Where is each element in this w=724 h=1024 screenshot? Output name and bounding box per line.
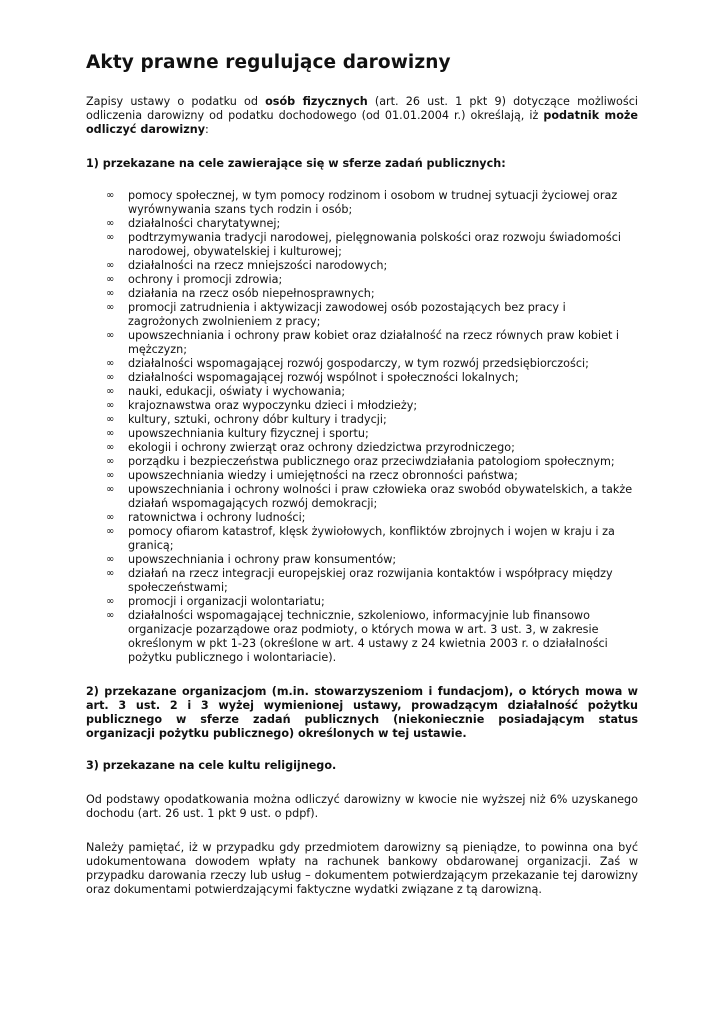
bullet-icon: ∞ (106, 330, 115, 341)
bullet-icon: ∞ (106, 442, 115, 453)
document-title: Akty prawne regulujące darowizny (86, 52, 451, 73)
list-item (106, 553, 638, 567)
bullet-icon: ∞ (106, 274, 115, 285)
list-item-text: upowszechniania wiedzy i umiejętności na rzecz obronności państwa; (128, 469, 518, 482)
list-item (106, 595, 638, 609)
bullet-icon: ∞ (106, 288, 115, 299)
list-item-text: pomocy społecznej, w tym pomocy rodzinom i osobom w trudnej sytuacji życiowej oraz wyrównywania szans tych rodzin i osób; (128, 189, 618, 216)
list-item-text: upowszechniania i ochrony wolności i praw człowieka oraz swobód obywatelskich, a także działań wspomagających rozwój demokracji; (128, 483, 633, 510)
list-item-text: działania na rzecz osób niepełnosprawnych; (128, 287, 375, 300)
intro-text-2: (art. 26 ust. 1 pkt 9) dotyczące możliwości odliczenia darowizny od podatku dochodowego (od 01.01.2004 r.) określają, iż (86, 95, 638, 122)
list-item (106, 287, 638, 301)
list-item-text: promocji zatrudnienia i aktywizacji zawodowej osób pozostających bez pracy i zagrożonych zwolnieniem z pracy; (128, 301, 566, 328)
bullet-icon: ∞ (106, 400, 115, 411)
documentation-paragraph: Należy pamiętać, iż w przypadku gdy przedmiotem darowizny są pieniądze, to powinna ona być udokumentowana dowodem wpłaty na rachunek bankowy obdarowanej organizacji. Zaś w przypadku darowania rzeczy lub usług – dokumentem potwierdzającym przekazanie tej darowizny oraz dokumentami potwierdzającymi faktyczne wydatki związane z tą darowizną. (86, 841, 638, 896)
section-1-heading: 1) przekazane na cele zawierające się w sferze zadań publicznych: (86, 157, 506, 170)
list-item (106, 259, 638, 273)
bullet-icon: ∞ (106, 358, 115, 369)
list-item-text: nauki, edukacji, oświaty i wychowania; (128, 385, 346, 398)
list-item-text: działalności charytatywnej; (128, 217, 281, 230)
list-item-text: pomocy ofiarom katastrof, klęsk żywiołowych, konfliktów zbrojnych i wojen w kraju i za granicą; (128, 525, 615, 552)
list-item (106, 371, 638, 385)
list-item (106, 511, 638, 525)
list-item-text: upowszechniania i ochrony praw konsumentów; (128, 553, 397, 566)
list-item (106, 483, 638, 511)
list-item (106, 399, 638, 413)
bullet-icon: ∞ (106, 190, 115, 201)
intro-paragraph (86, 95, 638, 137)
section-3-heading: 3) przekazane na cele kultu religijnego. (86, 759, 337, 772)
bullet-icon: ∞ (106, 526, 115, 537)
bullet-icon: ∞ (106, 232, 115, 243)
bullet-icon: ∞ (106, 484, 115, 495)
bullet-icon: ∞ (106, 554, 115, 565)
list-item (106, 609, 638, 665)
intro-text-1: Zapisy ustawy o podatku od (86, 95, 266, 108)
list-item-text: upowszechniania kultury fizycznej i sportu; (128, 427, 369, 440)
intro-bold-2: podatnik może odliczyć darowizny (86, 109, 638, 136)
list-item (106, 427, 638, 441)
deduction-limit-paragraph: Od podstawy opodatkowania można odliczyć darowizny w kwocie nie wyższej niż 6% uzyskanego dochodu (art. 26 ust. 1 pkt 9 ust. o pdpf). (86, 793, 638, 820)
bullet-icon: ∞ (106, 414, 115, 425)
bullet-icon: ∞ (106, 218, 115, 229)
bullet-icon: ∞ (106, 456, 115, 467)
list-item-text: działalności na rzecz mniejszości narodowych; (128, 259, 388, 272)
list-item (106, 469, 638, 483)
list-item-text: promocji i organizacji wolontariatu; (128, 595, 325, 608)
list-item (106, 231, 638, 259)
list-item (106, 567, 638, 595)
list-item (106, 413, 638, 427)
list-item (106, 525, 638, 553)
list-item (106, 385, 638, 399)
bullet-icon: ∞ (106, 470, 115, 481)
bullet-icon: ∞ (106, 428, 115, 439)
list-item-text: działalności wspomagającej rozwój wspólnot i społeczności lokalnych; (128, 371, 519, 384)
bullet-icon: ∞ (106, 260, 115, 271)
bullet-icon: ∞ (106, 512, 115, 523)
list-item (106, 301, 638, 329)
bullet-icon: ∞ (106, 610, 115, 621)
list-item-text: upowszechniania i ochrony praw kobiet oraz działalność na rzecz równych praw kobiet i mężczyzn; (128, 329, 620, 356)
intro-bold-1: osób fizycznych (265, 95, 368, 108)
list-item-text: podtrzymywania tradycji narodowej, pielęgnowania polskości oraz rozwoju świadomości narodowej, obywatelskiej i kulturowej; (128, 231, 621, 258)
list-item-text: działalności wspomagającej rozwój gospodarczy, w tym rozwój przedsiębiorczości; (128, 357, 589, 370)
bullet-icon: ∞ (106, 568, 115, 579)
list-item-text: krajoznawstwa oraz wypoczynku dzieci i młodzieży; (128, 399, 418, 412)
intro-text-3: : (205, 123, 209, 136)
section-2-heading: 2) przekazane organizacjom (m.in. stowarzyszeniom i fundacjom), o których mowa w art. 3 ust. 2 i 3 wyżej wymienionej ustawy, prowadzącym działalność pożytku publicznego w sferze zadań publicznych (niekoniecznie posiadającym status organizacji pożytku publicznego) określonych w tej ustawie. (86, 685, 638, 740)
list-item-text: porządku i bezpieczeństwa publicznego oraz przeciwdziałania patologiom społecznym; (128, 455, 615, 468)
list-item (106, 217, 638, 231)
list-item (106, 329, 638, 357)
list-item-text: działań na rzecz integracji europejskiej oraz rozwijania kontaktów i współpracy między społeczeństwami; (128, 567, 613, 594)
list-item (106, 357, 638, 371)
bullet-icon: ∞ (106, 372, 115, 383)
bullet-list (86, 189, 638, 665)
list-item-text: ratownictwa i ochrony ludności; (128, 511, 306, 524)
list-item (106, 273, 638, 287)
list-item (106, 455, 638, 469)
bullet-icon: ∞ (106, 386, 115, 397)
bullet-icon: ∞ (106, 302, 115, 313)
list-item-text: ekologii i ochrony zwierząt oraz ochrony dziedzictwa przyrodniczego; (128, 441, 515, 454)
list-item-text: kultury, sztuki, ochrony dóbr kultury i tradycji; (128, 413, 387, 426)
list-item (106, 441, 638, 455)
list-item (106, 189, 638, 217)
bullet-icon: ∞ (106, 596, 115, 607)
list-item-text: działalności wspomagającej technicznie, szkoleniowo, informacyjnie lub finansowo organizacje pozarządowe oraz podmioty, o których mowa w art. 3 ust. 3, w zakresie określonym w pkt 1-23 (określone w art. 4 ustawy z 24 kwietnia 2003 r. o działalności pożytku publicznego i wolontariacie). (128, 609, 608, 664)
list-item-text: ochrony i promocji zdrowia; (128, 273, 283, 286)
